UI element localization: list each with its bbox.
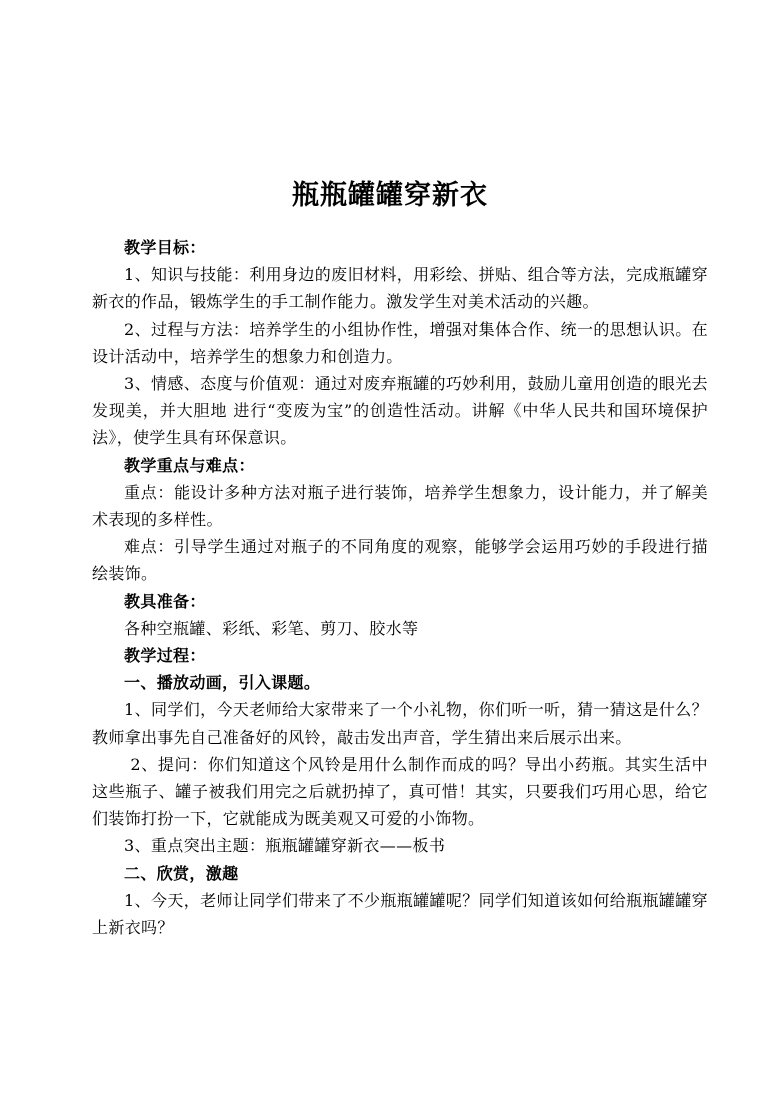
paragraph-heading-materials: 教具准备：	[124, 591, 206, 611]
paragraph-heading-key-points: 教学重点与难点：	[124, 455, 255, 475]
paragraph-objective-2: 2、过程与方法：培养学生的小组协作性，增强对集体合作、统一的思想认识。在设计活动中，培养学生的想象力和创造力。	[92, 319, 708, 366]
paragraph-section-1-step-3: 3、重点突出主题：瓶瓶罐罐穿新衣——板书	[124, 836, 446, 856]
paragraph-difficulty: 难点：引导学生通过对瓶子的不同角度的观察，能够学会运用巧妙的手段进行描绘装饰。	[92, 537, 708, 584]
paragraph-objective-1: 1、知识与技能：利用身边的废旧材料，用彩绘、拼贴、组合等方法，完成瓶罐穿新衣的作品，锻炼学生的手工制作能力。激发学生对美术活动的兴趣。	[92, 265, 708, 312]
paragraph-key-point: 重点：能设计多种方法对瓶子进行装饰，培养学生想象力，设计能力，并了解美术表现的多样性。	[92, 482, 708, 530]
paragraph-section-1-heading: 一、播放动画，引入课题。	[124, 673, 321, 693]
page-title: 瓶瓶罐罐穿新衣	[292, 180, 488, 211]
paragraph-section-1-step-2: 2、提问：你们知道这个风铃是用什么制作而成的吗？导出小药瓶。其实生活中这些瓶子、罐子被我们用完之后就扔掉了，真可惜！其实，只要我们巧用心思，给它们装饰打扮一下，它就能成为既美观又可爱的小饰物。	[92, 754, 708, 829]
paragraph-heading-objectives: 教学目标：	[124, 238, 206, 257]
paragraph-heading-process: 教学过程：	[124, 646, 206, 666]
paragraph-section-1-step-1: 1、同学们，今天老师给大家带来了一个小礼物，你们听一听，猜一猜这是什么？教师拿出事先自己准备好的风铃，敲击发出声音，学生猜出来后展示出来。	[92, 700, 708, 747]
document-body	[92, 234, 708, 941]
paragraph-materials: 各种空瓶罐、彩纸、彩笔、剪刀、胶水等	[124, 618, 419, 638]
paragraph-objective-3: 3、情感、态度与价值观：通过对废弃瓶罐的巧妙利用，鼓励儿童用创造的眼光去发现美，并大胆地 进行“变废为宝”的创造性活动。讲解《中华人民共和国环境保护法》，使学生具有环保意识。	[92, 374, 708, 448]
paragraph-section-2-heading: 二、欣赏，激趣	[124, 863, 239, 883]
paragraph-section-2-step-1: 1、今天，老师让同学们带来了不少瓶瓶罐罐呢？同学们知道该如何给瓶瓶罐罐穿上新衣吗？	[92, 890, 708, 938]
